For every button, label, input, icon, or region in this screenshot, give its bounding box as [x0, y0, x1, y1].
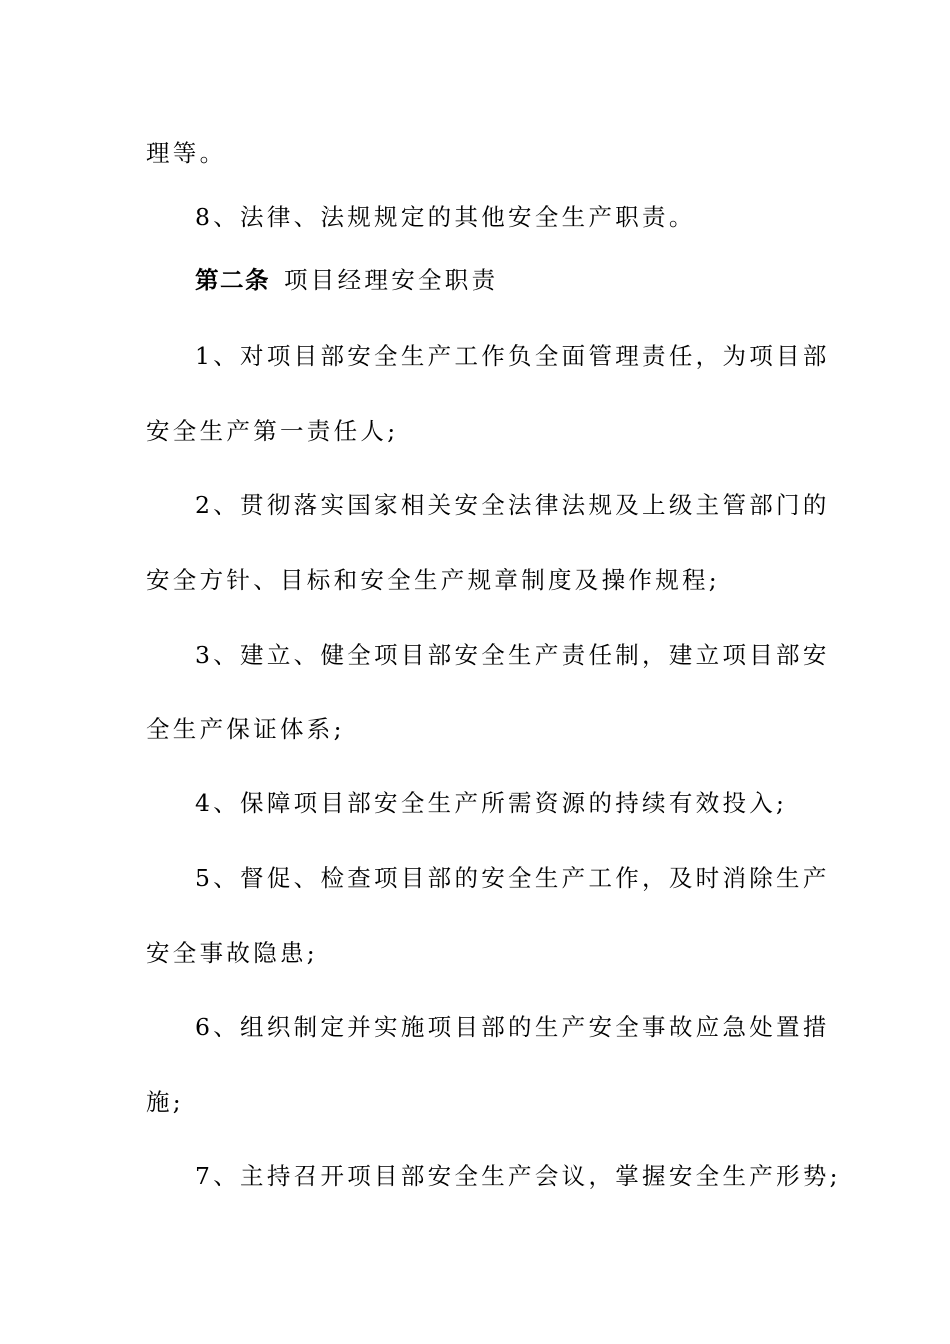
- article-title: 项目经理安全职责: [284, 266, 499, 294]
- paragraph-line: 7、主持召开项目部安全生产会议，掌握安全生产形势;: [195, 1162, 841, 1190]
- paragraph-line: 施;: [146, 1088, 185, 1116]
- paragraph-line: 4、保障项目部安全生产所需资源的持续有效投入;: [195, 789, 788, 817]
- paragraph-line: 5、督促、检查项目部的安全生产工作，及时消除生产: [195, 864, 830, 892]
- paragraph-line: 安全方针、目标和安全生产规章制度及操作规程;: [146, 566, 721, 594]
- paragraph-line: 理等。: [146, 139, 227, 167]
- section-heading: [195, 265, 498, 295]
- paragraph-line: 安全生产第一责任人;: [146, 417, 399, 445]
- paragraph-line: 全生产保证体系;: [146, 715, 345, 743]
- paragraph-line: 安全事故隐患;: [146, 939, 319, 967]
- paragraph-line: 6、组织制定并实施项目部的生产安全事故应急处置措: [195, 1013, 830, 1041]
- paragraph-line: 3、建立、健全项目部安全生产责任制，建立项目部安: [195, 641, 830, 669]
- paragraph-line: 8、法律、法规规定的其他安全生产职责。: [195, 203, 696, 231]
- article-number: 第二条: [195, 266, 270, 294]
- paragraph-line: 2、贯彻落实国家相关安全法律法规及上级主管部门的: [195, 491, 830, 519]
- paragraph-line: 1、对项目部安全生产工作负全面管理责任，为项目部: [195, 342, 830, 370]
